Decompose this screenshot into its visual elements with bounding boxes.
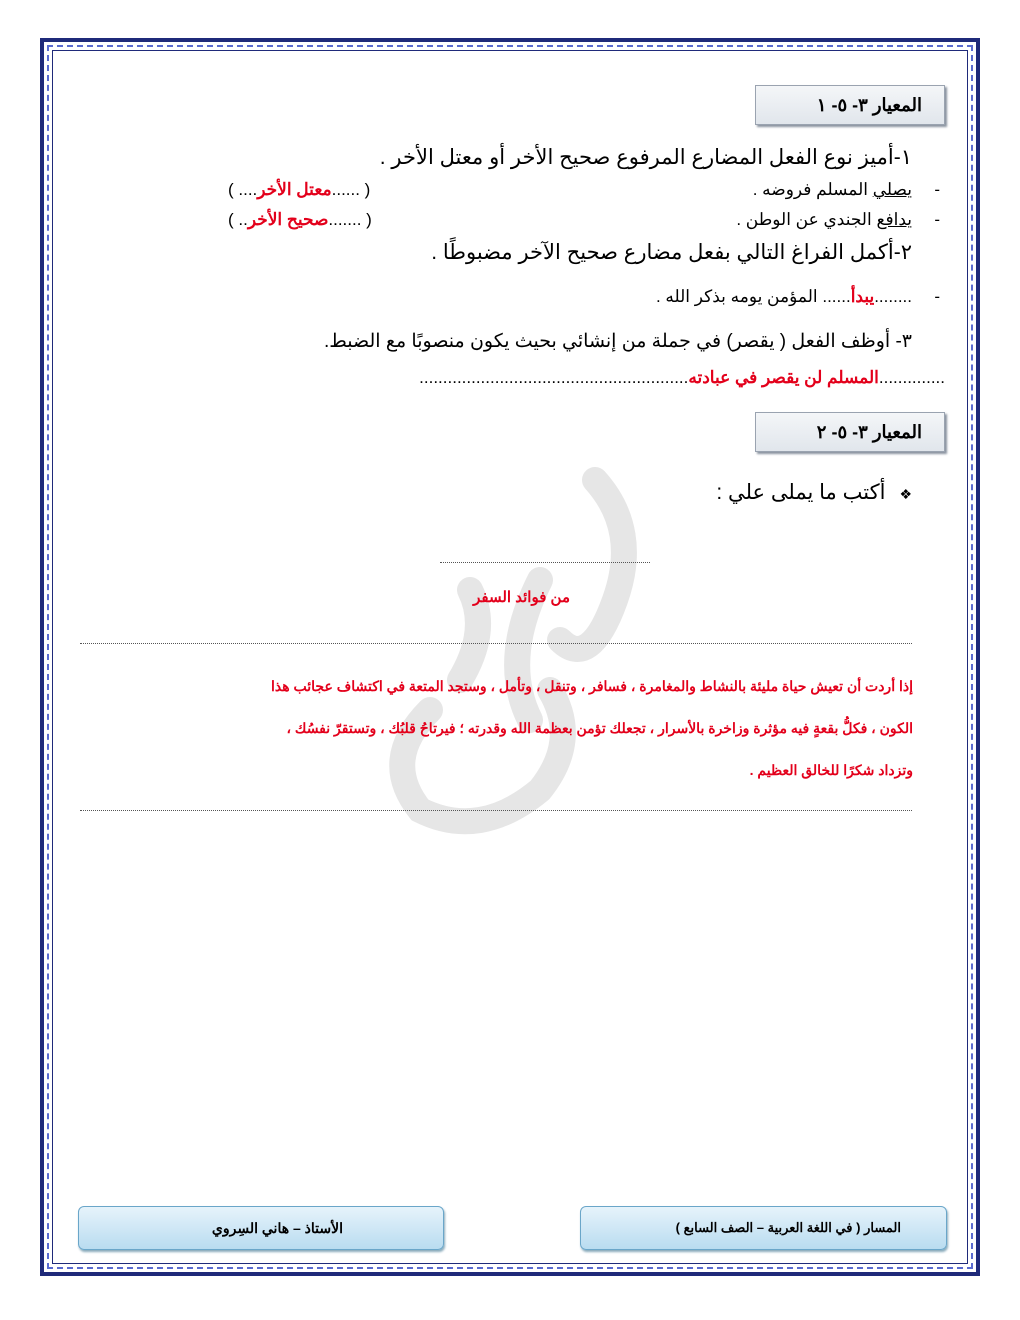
criterion-label-1: المعيار ٣- ٥- ١ [816,95,922,115]
question-1-item-1: -يصلي المسلم فروضه . ( ......معتل الأخر.... ) [228,180,940,199]
footer-teacher-text: الأستاذ – هاني السِروي [211,1220,343,1236]
answer-4-text: المسلم لن يقصر في عبادته [688,368,879,387]
sentence-1-rest: المسلم فروضه . [752,180,873,199]
answer-1-text: معتل الأخر [257,180,332,199]
question-1-item-2: -يدافع الجندي عن الوطن . ( .......صحيح الأخر.. ) [228,210,940,229]
question-2-item: -........يبدأ...... المؤمن يومه بذكر الله . [655,287,940,306]
sentence-2-rest: الجندي عن الوطن . [736,210,877,229]
answer-2: ( .......صحيح الأخر.. ) [228,210,372,229]
watermark-logo [340,460,700,840]
dictation-instruction: ❖أكتب ما يملى علي : [716,481,912,504]
answer-3-text: يبدأ [850,287,875,306]
dictation-title: من فوائد السفر [473,589,570,606]
verb-1: يصلي [872,180,912,199]
question-2-title: ٢-أكمل الفراغ التالي بفعل مضارع صحيح الآخر مضبوطًا . [431,241,912,264]
criterion-box-2 [755,412,945,452]
criterion-label-2: المعيار ٣- ٥- ٢ [816,422,922,442]
dotted-line-1 [440,562,650,563]
dotted-line-3 [80,810,912,811]
dictation-line-2: الكون ، فكلُّ بقعةٍ فيه مؤثرة وزاخرة بالأسرار ، تجعلك تؤمن بعظمة الله وقدرته ؛ فيرتاحُ قلبُك ، وتستقرّ نفسُك ، [286,720,913,736]
footer-teacher-box [78,1206,444,1250]
footer-course-box [580,1206,947,1250]
question-3-title: ٣- أوظف الفعل ( يقصر) في جملة من إنشائي بحيث يكون منصوبًا مع الضبط. [323,331,912,352]
answer-2-text: صحيح الأخر [247,210,329,229]
dictation-line-1: إذا أردت أن تعيش حياة مليئة بالنشاط والمغامرة ، فسافر ، وتنقل ، وتأمل ، وستجد المتعة في اكتشاف عجائب هذا [271,678,913,694]
bullet-icon: ❖ [899,486,912,502]
answer-1: ( ......معتل الأخر.... ) [228,180,371,199]
question-3-answer: ..............المسلم لن يقصر في عبادته......................................................... [419,368,945,387]
dictation-line-3: وتزداد شكرًا للخالق العظيم . [749,762,913,778]
dotted-line-2 [80,643,912,644]
verb-2: يدافع [876,210,912,229]
criterion-box-1 [755,85,945,125]
question-1-title: ١-أميز نوع الفعل المضارع المرفوع صحيح الأخر أو معتل الأخر . [379,146,912,169]
footer-course-text: المسار ( في اللغة العربية – الصف السابع ) [675,1220,901,1235]
